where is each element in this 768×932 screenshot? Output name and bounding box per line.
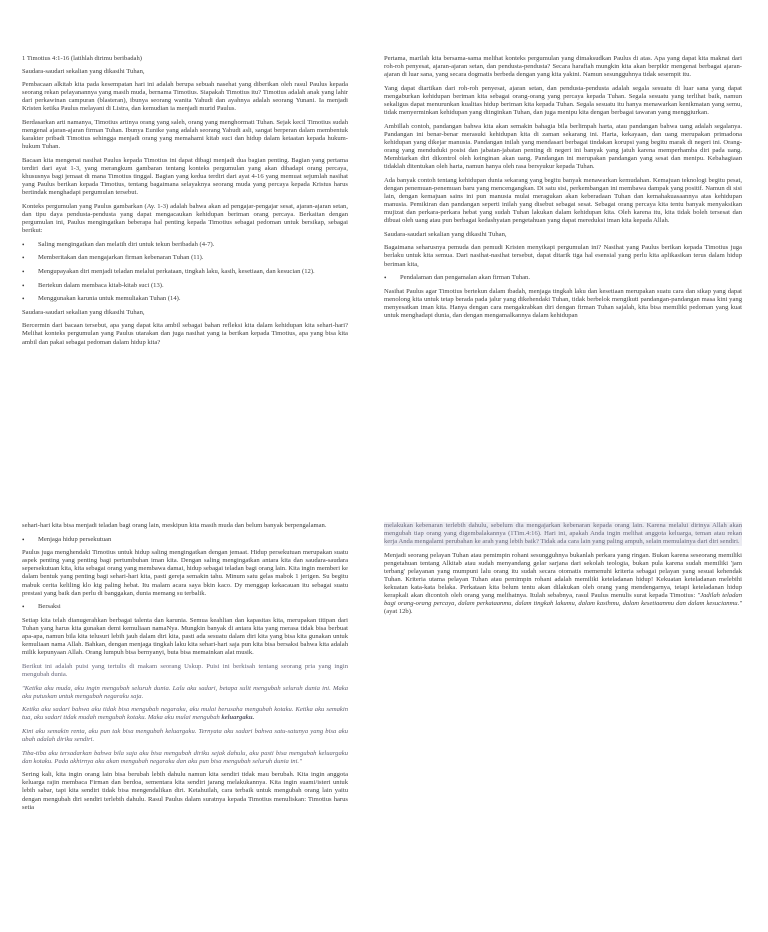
highlighted-paragraph: melakukan kebenaran terlebih dahulu, sebelum dia mengajarkan kebenaran kepada orang lain. Karena melalui dirinya Allah akan mengubah tiap orang yang digembalakannya (1Tim.4:16). Hari ini, apakah Anda ingin melihat anggota keluarga, teman atau rekan kerja Anda mengalami perubahan ke arah yang lebih baik? Tidak ada cara lain yang paling ampuh, selain memulainya dari diri sendiri. <box>384 522 742 546</box>
paragraph: Bagaimana seharusnya pemuda dan pemudi Kristen menyikapi pergumulan ini? Nasihat yang Paulus berikan kepada Timotius juga berlaku untuk kita semua. Dari nasihat-nasihat tersebut, dapat ditarik tiga hal esensial yang perlu kita aplikasikan terus dalam hidup beriman kita, <box>384 244 742 268</box>
bullet-icon: • <box>22 240 25 249</box>
paragraph: Berdasarkan arti namanya, Timotius artinya orang yang saleh, orang yang menghormati Tuhan. Sejak kecil Timotius sudah mengenal ajaran-ajaran firman Tuhan. Ibunya Eunike yang adalah seorang Yahudi asli, sangat berperan dalam membentuk karakter pribadi Timotius sehingga menjadi orang yang memahami kitab suci dan hidup dalam ketaatan kepada hukum-hukum Tuhan. <box>22 119 348 151</box>
bullet-item <box>22 603 348 611</box>
paragraph: Bercermin dari bacaan tersebut, apa yang dapat kita ambil sebagai bahan refleksi kita dalam kehidupan kita sehari-hari? Melihat konteks pergumulan yang Paulus utarakan dan juga nasihat yang ia berikan kepada Timotius, apa yang bisa kita ambil dan pakai sebagai pedoman dalam hidup kita? <box>22 322 348 346</box>
bullet-item <box>22 241 348 249</box>
paragraph: Ada banyak contoh tentang kehidupan dunia sekarang yang begitu banyak menawarkan kemudahan. Kemajuan teknologi begitu pesat, dengan penemuan-penemuan baru yang mencengangkan. Di satu sisi, perkembangan ini membawa dampak yang positif. Namun di sisi lain, dengan kemajuan sains ini pun manusia mulai meragukan akan keberadaan Tuhan dan kemahakuasaannya atas kehidupan manusia. Pemikiran dan pandangan seperti inilah yang disebut sebagai sesat. Sebagai orang percaya kita tentu banyak menyaksikan mujizat dan perkara-perkara hebat yang sudah Tuhan lakukan dalam kehidupan kita. Oleh karena itu, kita tidak boleh tersesat dan dibuai oleh uang atau pun berbagai kedashyatan pengetahuan yang dapat mereduksi iman kita kepada Allah. <box>384 176 742 225</box>
paragraph: Pertama, marilah kita bersama-sama melihat konteks pergumulan yang dimaksudkan Paulus di atas. Apa yang dapat kita maknai dari roh-roh penyesat, ajaran-ajaran setan, dan pendusta-pendusta? Secara harafiah mungkin kita akan berpikir mengenai berbagai ajaran-ajaran di luar sana, yang secara dogmatis berbeda dengan yang kita yakini. Namun sesungguhnya tidak sesempit itu. <box>384 55 742 79</box>
bullet-icon: • <box>384 274 387 283</box>
bullet-text: Pendalaman dan pengamalan akan firman Tuhan. <box>400 274 531 282</box>
bullet-text: Mengupayakan diri menjadi teladan melalui perkataan, tingkah laku, kasih, kesetiaan, dan kesucian (12). <box>38 267 315 275</box>
bullet-icon: • <box>22 603 25 612</box>
paragraph: Pembacaan alkitab kita pada kesempatan hari ini adalah berupa sebuah nasehat yang diberikan oleh rasul Paulus kepada seorang rekan pelayanannya yang masih muda, bernama Timotius. Siapakah Timotius itu? Timotius adalah anak yang lahir dari perkawinan campuran (blasteran), ibunya seorang wanita Yahudi dan ayahnya adalah seorang Yunani. Ia menjadi Kristen ketika Paulus melayani di Listra, dan kemudian ia menjadi murid Paulus. <box>22 81 348 113</box>
paragraph: sehari-hari kita bisa menjadi teladan bagi orang lain, meskipun kita masih muda dan belum banyak berpengalaman. <box>22 522 327 529</box>
bullet-text: Bersaksi <box>38 603 61 611</box>
bullet-text: Memberitakan dan mengajarkan firman kebenaran Tuhan (11). <box>38 254 204 262</box>
paragraph-text: Menjadi seorang pelayan Tuhan atau pemimpin rohani sesungguhnya bukanlah perkara yang ringan. Bukan karena seseorang memiliki pengetahuan tentang Alkitab atau sudah menyandang gelar sarjana dari sekolah teologia, bukan pula karena sudah memiliki 'jam terbang' pelayanan yang mumpuni lalu orang itu sudah secara otomatis memenuhi kriteria sebagai pelayan yang sesuai kehendak Tuhan. Kriteria utama pelayan Tuhan atau pemimpin rohani adalah memiliki keteladanan hidup! Kekuatan keteladanan melebihi kekuatan kata-kata belaka. Perkataan kita belum tentu akan dilakukan oleh orang yang mendengarnya, tetapi keteladanan hidup kerapkali akan dicontoh oleh orang yang melihatnya. Itulah sebabnya, rasul Paulus menulis surat kepada Timotius: <box>384 551 742 600</box>
document-page-2 <box>384 0 768 464</box>
paragraph: Konteks pergumulan yang Paulus gambarkan (Ay. 1-3) adalah bahwa akan ad pengajar-pengajar sesat, ajaran-ajaran setan, dan tipu daya pendusta-pendusta yang dapat mengacaukan kehidupan beriman orang percaya. Berkaitan dengan pergumulan ini, Paulus mengingatkan beberapa hal penting kepada Timotius sebagai pedoman untuk bersikap, sebagai berikut: <box>22 202 348 235</box>
poem-quote: Kini aku semakin renta, aku pun tak bisa mengubah keluargaku. Ternyata aku sadari bahwa satu-satunya yang bisa aku ubah adalah diriku sendiri. <box>22 727 348 743</box>
paragraph: Bacaan kita mengenai nasihat Paulus kepada Timotius ini dapat dibagi menjadi dua bagian penting. Bagian yang pertama terdiri dari ayat 1-3, yang merangkum gambaran tentang konteks pergumulan yang akan dihadapi orang percaya, khususnya bagi jemaat di mana Timotius tinggal. Bagian yang kedua terdiri dari ayat 4-16 yang memuat sejumlah nasihat yang Paulus berikan kepada Timotius, tentang bagaimana selayaknya seorang muda yang percaya kepada Kristus harus bertindak menghadapi pergumulan tersebut. <box>22 156 348 197</box>
bullet-item <box>22 282 348 290</box>
bullet-icon: • <box>22 267 25 276</box>
poem-quote: Tiba-tiba aku tersadarkan bahwa bila saja aku bisa mengubah diriku sejak dahulu, aku pasti bisa mengubah keluargaku dan kotaku. Pada akhirnya aku akan mengubah negaraku dan aku pun bisa mengubah seluruh dunia ini." <box>22 749 348 765</box>
poem-quote: "Ketika aku muda, aku ingin mengubah seluruh dunia. Lalu aku sadari, betapa sulit mengubah seluruh dunia ini. Maka aku putuskan untuk mengubah negaraku saja. <box>22 684 348 700</box>
bullet-text: Saling mengingatkan dan melatih diri untuk tekun beribadah (4-7). <box>38 240 215 248</box>
scripture-quote: "Jadilah teladan bagi orang-orang percaya, dalam perkataanmu, dalam tingkah lakumu, dalam kasihmu, dalam kesetiaanmu dan dalam kesucianmu." <box>384 592 742 608</box>
bullet-icon: • <box>22 254 25 263</box>
bullet-icon: • <box>22 535 25 544</box>
bullet-icon: • <box>22 295 25 304</box>
bullet-item <box>22 254 348 262</box>
bullet-text: Bertekun dalam membaca kitab-kitab suci (13). <box>38 281 164 289</box>
paragraph: Sering kali, kita ingin orang lain bisa berubah lebih dahulu namun kita sendiri tidak mau berubah. Kita ingin anggota keluarga rajin membaca Firman dan berdoa, sementara kita sendiri jarang melakukannya. Kita ingin suami/isteri untuk lebih sabar, tapi kita sendiri tidak bisa mengendalikan diri. Ketahuilah, cara terbaik untuk mengubah orang lain yaitu dengan mengubah diri sendiri terlebih dahulu. Rasul Paulus dalam suratnya kepada Timotius menuliskan: Timotius harus setia <box>22 771 348 811</box>
bullet-item <box>384 274 742 282</box>
poem-quote <box>22 706 348 722</box>
bullet-item <box>22 536 348 544</box>
bullet-item <box>22 295 348 303</box>
bullet-text: Menggunakan karunia untuk memuliakan Tuhan (14). <box>38 295 181 303</box>
paragraph: Paulus juga menghendaki Timotius untuk hidup saling mengingatkan dengan jemaat. Hidup persekutuan merupakan suatu aspek penting yang penting bagi pertumbuhan iman kita. Dengan saling mengingatkan antara kita dan saudara-saudara sepersekutuan kita, kita sebagai orang yang membawa damai, hidup sebagai teladan bagi orang lain. Kita ingin memberi ke dalam bentuk yang penting bagi sehari-hari kita, pasti gereja semakin tahu. Minum satu gelas mabok 1 jerigen. Su begitu mabuk cerita keliling klo ktg paling hebat. Itu malam acara saya bkin kaco. Dy menggap kekacauan itu sebagai suatu prestasi yang baik dan perlu di banggakan, dunia memang su terbalik. <box>22 549 348 597</box>
bullet-icon: • <box>22 281 25 290</box>
greeting: Saudara-saudari sekalian yang dikasihi Tuhan, <box>22 308 145 316</box>
greeting: Saudara-saudari sekalian yang dikasihi Tuhan, <box>384 230 507 238</box>
poem-quote-text: Ketika aku sadari bahwa aku tidak bisa mengubah negaraku, aku mulai berusaha mengubah kotaku. Ketika aku semakin tua, aku sadari tidak mudah mengubah kotaku. Maka aku mulai mengubah <box>22 706 348 722</box>
paragraph: Nasihat Paulus agar Timotius bertekun dalam ibadah, menjaga tingkah laku dan kesetiaan merupakan suatu cara dan sikap yang dapat menolong kita untuk tetap berada pada jalur yang dikehendaki Tuhan, tidak berbelok mengikuti pandangan-pandangan masa kini yang menyesatkan iman kita. Hanya dengan cara mengakrabkan diri dengan firman Tuhan sajalah, kita bisa memiliki pedoman yang kuat untuk menghadapi dunia, dan dengan mengamalkannya dalam kehidupan <box>384 287 742 320</box>
document-page-1 <box>0 0 362 464</box>
bullet-item <box>22 268 348 276</box>
scripture-ref: (ayat 12b). <box>384 608 413 616</box>
paragraph: Ambillah contoh, pandangan bahwa kita akan semakin bahagia bila berlimpah harta, atau pandangan bahwa uang adalah segalanya. Pandangan ini benar-benar merasuki kehidupan kita di zaman sekarang ini. Harta, kekayaan, dan uang merupakan primadona kehidupan yang dikejar manusia. Pandangan inilah yang mendasari berbagai tindakan korupsi yang begitu marak di negeri ini. Orang-orang yang menduduki posisi dan jabatan-jabatan penting di negeri ini banyak yang jatuh karena memperhamba diri pada uang. Membiarkan diri dikontrol oleh keinginan akan uang. Pandangan ini merupakan pandangan yang sesat dan menipu. Kebahagiaan tidaklah ditentukan oleh harta, namun hanya oleh rasa bersyukur kepada Tuhan. <box>384 122 742 171</box>
document-page-3 <box>0 466 362 930</box>
passage-heading: 1 Timotius 4:1-16 (latihlah dirimu beribadah) <box>22 55 142 62</box>
paragraph: Setiap kita telah dianugerahkan berbagai talenta dan karunia. Semua keahlian dan kapasitas kita, merupakan titipan dari Tuhan yang harus kita gunakan demi kemuliaan namaNya. Mungkin banyak di antara kita yang merasa tidak bisa berbuat apa-apa, namun bila kita telusuri lebih jauh dalam diri kita, pasti ada sesuatu dalam diri kita yang bisa kita gunakan untuk kemuliaan nama Allah. Bahkan, dengan menjaga tingkah laku kita sehari-hari saja pun kita bisa bersaksi bahwa kita adalah milik kepunyaan Allah. Orang lumpuh bisa bernyanyi, buta bisa memainkan alat musik. <box>22 616 348 657</box>
paragraph <box>384 552 742 617</box>
poem-intro: Berikut ini adalah puisi yang tertulis di makam seorang Uskup. Puisi ini berkisah tentang seorang pria yang ingin mengubah dunia. <box>22 662 348 678</box>
bullet-text: Menjaga hidup persekutuan <box>38 535 112 543</box>
paragraph: Yang dapat diartikan dari roh-roh penyesat, ajaran setan, dan pendusta-pendusta adalah segala sesuatu di luar sana yang dapat mengaburkan kehidupan beriman kita sebagai orang-orang yang percaya kepada Tuhan. Segala sesuatu yang terlihat baik, namun sekaligus dapat menurunkan kualitas hidup beriman kita kepada Tuhan. Segala sesuatu itu hanya menawarkan kenikmatan yang semu, tidak menyerminkan kehidupan yang diinginkan Tuhan, dan juga menipu kita dengan berbagai tawaran yang menggiurkan. <box>384 84 742 117</box>
greeting: Saudara-saudari sekalian yang dikasihi Tuhan, <box>22 67 145 75</box>
poem-quote-bold: keluargaku. <box>221 714 255 722</box>
document-page-4 <box>384 466 768 930</box>
